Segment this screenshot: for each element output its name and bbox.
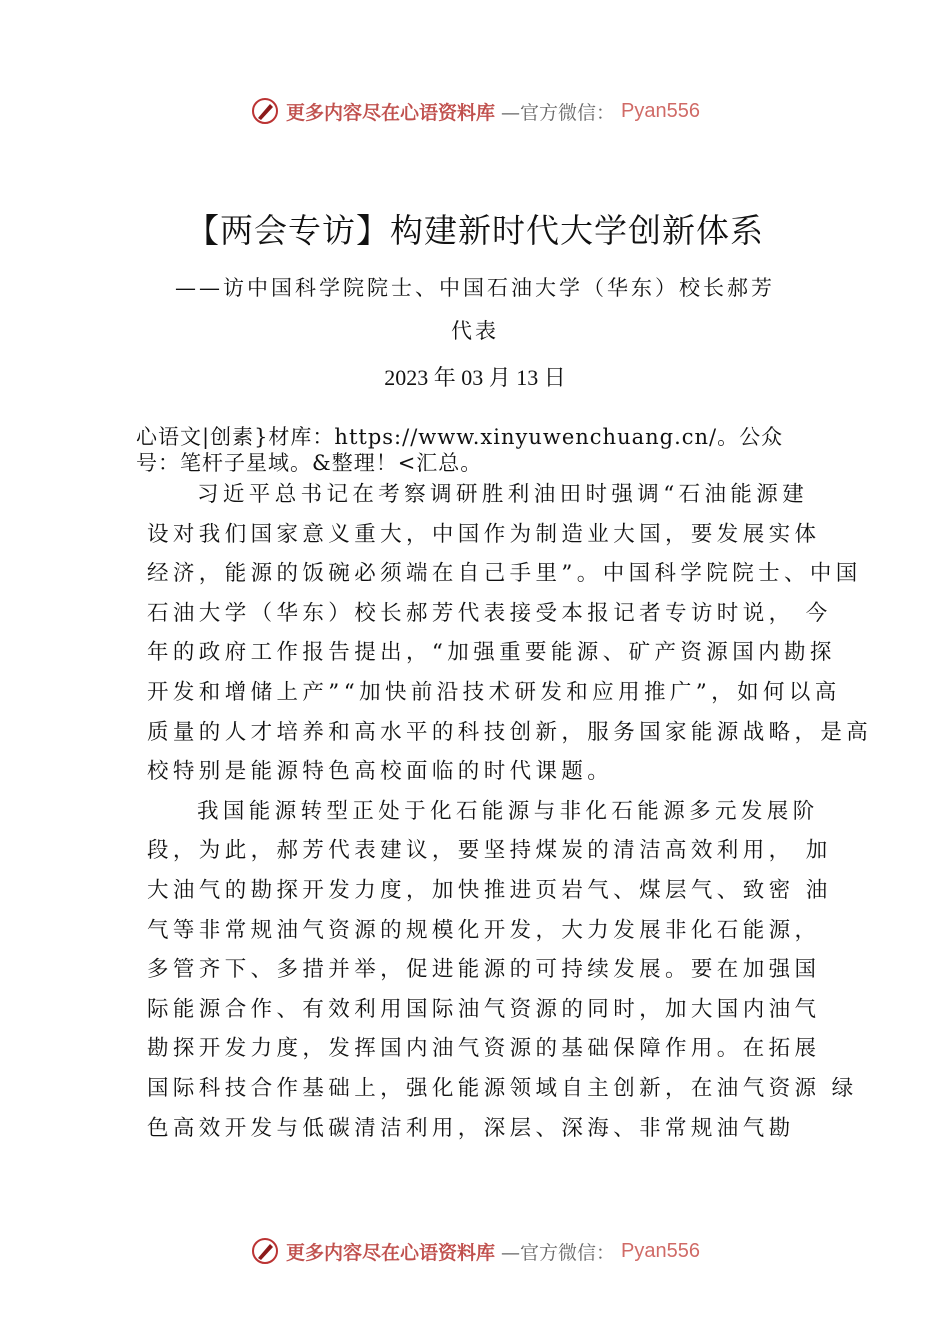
paragraph-line: 年的政府工作报告提出，“加强重要能源、矿产资源国内勘探 (147, 640, 836, 666)
paragraph-line: 色高效开发与低碳清洁利用，深层、深海、非常规油气勘 (147, 1115, 795, 1141)
paragraph-line: 开发和增储上产”“加快前沿技术研发和应用推广”，如何以高 (147, 679, 841, 705)
banner-text: 更多内容尽在心语资料库 (286, 1241, 496, 1264)
article-body (147, 480, 872, 1153)
paragraph-line: 习近平总书记在考察调研胜利油田时强调“石油能源建 (197, 482, 809, 507)
paragraph-line: 大油气的勘探开发力度，加快推进页岩气、煤层气、致密 油 (147, 877, 832, 903)
pen-logo-icon (250, 1236, 280, 1266)
source-note-line-2: 号：笔杆子星域。&整理！<汇总。 (136, 451, 483, 475)
paragraph-line: 设对我们国家意义重大，中国作为制造业大国，要发展实体 (147, 521, 821, 547)
footer-watermark-banner (0, 1236, 950, 1266)
paragraph-line: 石油大学（华东）校长郝芳代表接受本报记者专访时说， 今 (147, 600, 832, 626)
paragraph-line: 多管齐下、多措并举，促进能源的可持续发展。要在加强国 (147, 957, 821, 983)
paragraph-line: 际能源合作、有效利用国际油气资源的同时，加大国内油气 (147, 996, 821, 1022)
paragraph-line: 校特别是能源特色高校面临的时代课题。 (147, 759, 614, 785)
paragraph-line: 勘探开发力度，发挥国内油气资源的基础保障作用。在拓展 (147, 1036, 821, 1062)
paragraph-line: 段，为此，郝芳代表建议，要坚持煤炭的清洁高效利用， 加 (147, 838, 832, 864)
paragraph-line: 经济，能源的饭碗必须端在自己手里”。中国科学院院士、中国 (147, 561, 862, 587)
banner-account: Pyan556 (621, 99, 700, 122)
paragraph-line: 国际科技合作基础上，强化能源领域自主创新，在油气资源 绿 (147, 1075, 858, 1101)
banner-text: 更多内容尽在心语资料库 (286, 101, 496, 124)
article-date: 2023 年 03 月 13 日 (384, 365, 566, 390)
article-subtitle-line-1: ——访中国科学院院士、中国石油大学（华东）校长郝芳 (175, 276, 775, 300)
source-note-line-1: 心语文|创素}材库：https://www.xinyuwenchuang.cn/。公众 (136, 425, 784, 449)
header-watermark-banner (0, 96, 950, 126)
paragraph-line: 质量的人才培养和高水平的科技创新，服务国家能源战略，是高 (147, 719, 873, 745)
banner-account: Pyan556 (621, 1239, 700, 1262)
banner-wechat-label: —官方微信： (501, 101, 616, 124)
article-title: 【两会专访】构建新时代大学创新体系 (186, 211, 764, 250)
pen-logo-icon (250, 96, 280, 126)
paragraph-line: 气等非常规油气资源的规模化开发，大力发展非化石能源， (147, 917, 821, 943)
paragraph-line: 我国能源转型正处于化石能源与非化石能源多元发展阶 (197, 798, 819, 824)
banner-wechat-label: —官方微信： (501, 1241, 616, 1264)
article-subtitle-line-2: 代表 (451, 319, 499, 343)
